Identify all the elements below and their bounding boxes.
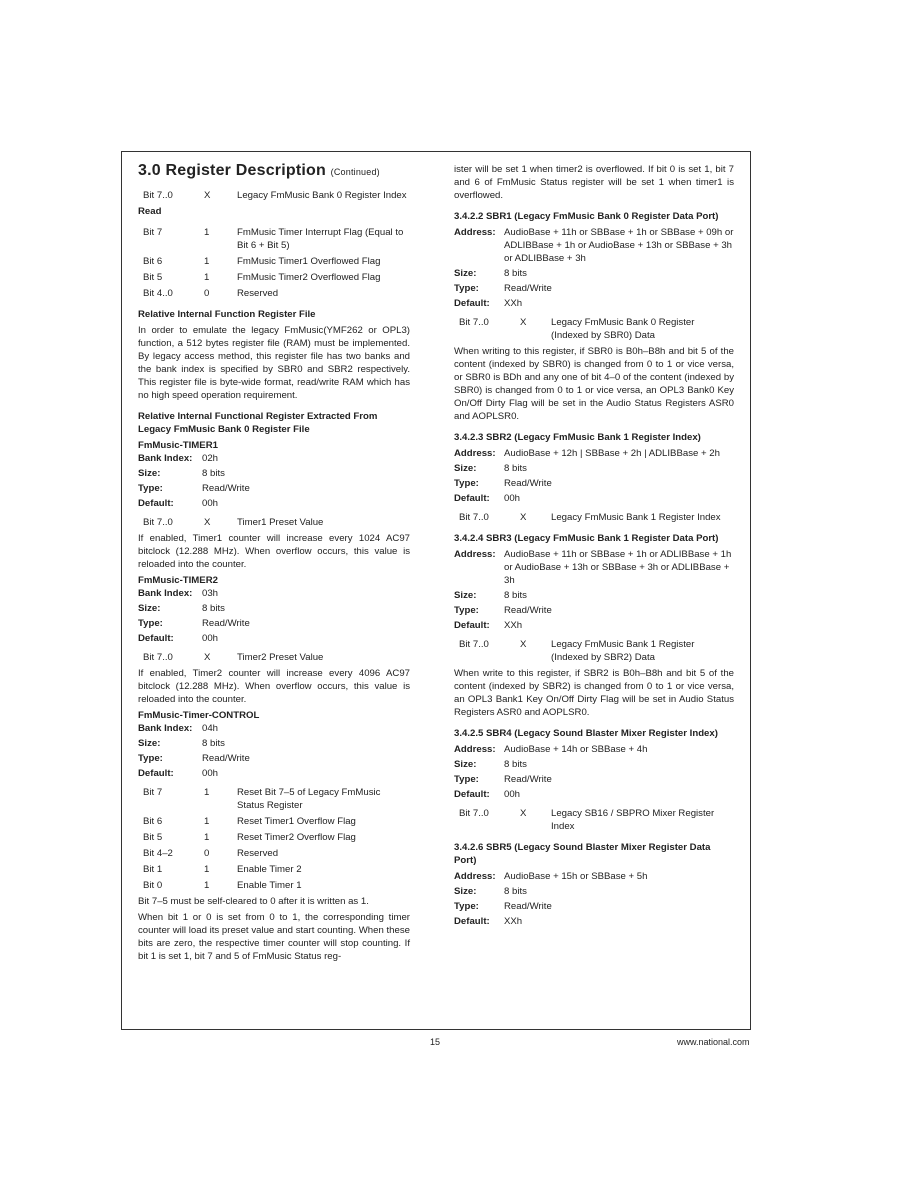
kv-size: Size: 8 bits xyxy=(138,738,225,749)
kv-type: Type: Read/Write xyxy=(454,478,552,489)
right-column xyxy=(454,163,734,930)
kv-address: Address: AudioBase + 12h | SBBase + 2h | ADLIBBase + 2h xyxy=(454,448,720,459)
timer1-name: FmMusic-TIMER1 xyxy=(138,440,218,451)
title-continued: (Continued) xyxy=(330,167,380,177)
section-title: 3.0 Register Description (Continued) xyxy=(138,162,380,179)
kv-default: Default: 00h xyxy=(138,768,219,779)
bit-row: Bit 7 1 Reset Bit 7–5 of Legacy FmMusic Status Register xyxy=(143,787,381,811)
kv-type: Type: Read/Write xyxy=(454,774,552,785)
timer2-paragraph: If enabled, Timer2 counter will increase every 4096 AC97 bitclock (12.288 MHz). When overflow occurs, this value is reloaded into the counter. xyxy=(138,668,410,705)
kv-address: Address: AudioBase + 15h or SBBase + 5h xyxy=(454,871,648,882)
kv-bank: Bank Index: 03h xyxy=(138,588,219,599)
bit-row: Bit 0 1 Enable Timer 1 xyxy=(143,880,302,891)
sbr4-heading: 3.4.2.5 SBR4 (Legacy Sound Blaster Mixer Register Index) xyxy=(454,728,718,739)
kv-type: Type: Read/Write xyxy=(138,618,250,629)
left-column xyxy=(138,162,410,966)
kv-type: Type: Read/Write xyxy=(454,283,552,294)
sbr1-paragraph: When writing to this register, if SBR0 is B0h–B8h and bit 5 of the content (indexed by SBR0) is changed from 0 to 1 or vice versa, or SBR0 is BDh and any one of bit 4–0 of the content (indexed by SBR0) is changed from 0 to 1 or vice versa, an OPL3 Bank0 Key On/Off Dirty Flag will be set in the Audio Status Registers ASR0 and AOPLSR0. xyxy=(454,346,734,422)
sbr3-heading: 3.4.2.4 SBR3 (Legacy FmMusic Bank 1 Register Data Port) xyxy=(454,533,719,544)
bit-row: Bit 7..0 X Legacy FmMusic Bank 1 Register (Indexed by SBR2) Data xyxy=(459,639,695,663)
kv-bank: Bank Index: 04h xyxy=(138,723,219,734)
rirf-paragraph: In order to emulate the legacy FmMusic(YMF262 or OPL3) function, a 512 bytes register file (RAM) must be implemented. By legacy access method, this register file has two banks and the bank index is specified by SBR0 and SBR2 respectively. This register file is byte-wide format, read/write RAM which has no high speed operation requirement. xyxy=(138,325,410,401)
kv-default: Default: 00h xyxy=(454,493,521,504)
footer-website: www.national.com xyxy=(677,1037,750,1047)
bit-row: Bit 4..0 0 Reserved xyxy=(143,288,279,299)
bit-row: Bit 7..0 X Legacy FmMusic Bank 0 Register Index xyxy=(143,190,407,201)
kv-type: Type: Read/Write xyxy=(138,753,250,764)
bit-row: Bit 7..0 X Legacy FmMusic Bank 0 Register (Indexed by SBR0) Data xyxy=(459,317,695,341)
kv-type: Type: Read/Write xyxy=(454,901,552,912)
kv-size: Size: 8 bits xyxy=(454,886,527,897)
sbr3-paragraph: When write to this register, if SBR2 is B0h–B8h and bit 5 of the content (indexed by SBR2) is changed from 0 to 1 or vice versa, an OPL3 Bank1 Key On/Off Dirty Flag will be set in Audio Status Registers ASR0 and AOPLSR0. xyxy=(454,668,734,718)
kv-default: Default: XXh xyxy=(454,298,523,309)
bit-row: Bit 7 1 FmMusic Timer Interrupt Flag (Equal to Bit 6 + Bit 5) xyxy=(143,227,404,251)
kv-type: Type: Read/Write xyxy=(454,605,552,616)
kv-size: Size: 8 bits xyxy=(454,759,527,770)
bit-row: Bit 6 1 FmMusic Timer1 Overflowed Flag xyxy=(143,256,381,267)
kv-type: Type: Read/Write xyxy=(138,483,250,494)
kv-address: Address: AudioBase + 11h or SBBase + 1h or ADLIBBase + 1h or AudioBase + 13h or SBBase + 3h or ADLIBBase + 3h xyxy=(454,549,732,586)
kv-size: Size: 8 bits xyxy=(138,603,225,614)
kv-bank: Bank Index: 02h xyxy=(138,453,219,464)
kv-default: Default: 00h xyxy=(138,498,219,509)
bit-row: Bit 7..0 X Timer2 Preset Value xyxy=(143,652,324,663)
bit-row: Bit 7..0 X Legacy FmMusic Bank 1 Register Index xyxy=(459,512,721,523)
kv-size: Size: 8 bits xyxy=(138,468,225,479)
page-number: 15 xyxy=(430,1037,441,1047)
bit-row: Bit 5 1 Reset Timer2 Overflow Flag xyxy=(143,832,356,843)
sbr1-heading: 3.4.2.2 SBR1 (Legacy FmMusic Bank 0 Register Data Port) xyxy=(454,211,719,222)
rifr-heading: Relative Internal Functional Register Extracted From Legacy FmMusic Bank 0 Register File xyxy=(138,411,378,435)
kv-default: Default: 00h xyxy=(138,633,219,644)
bit-row: Bit 7..0 X Timer1 Preset Value xyxy=(143,517,324,528)
timer2-name: FmMusic-TIMER2 xyxy=(138,575,218,586)
kv-default: Default: XXh xyxy=(454,620,523,631)
intro-paragraph: ister will be set 1 when timer2 is overflowed. If bit 0 is set 1, bit 7 and 6 of FmMusic Status register will be set 1 when timer1 is overflowed. xyxy=(454,164,734,201)
kv-size: Size: 8 bits xyxy=(454,463,527,474)
timer1-paragraph: If enabled, Timer1 counter will increase every 1024 AC97 bitclock (12.288 MHz). When overflow occurs, this value is reloaded into the counter. xyxy=(138,533,410,570)
bit-row: Bit 1 1 Enable Timer 2 xyxy=(143,864,302,875)
kv-default: Default: 00h xyxy=(454,789,521,800)
bit-row: Bit 7..0 X Legacy SB16 / SBPRO Mixer Register Index xyxy=(459,808,715,832)
kv-size: Size: 8 bits xyxy=(454,268,527,279)
kv-default: Default: XXh xyxy=(454,916,523,927)
bit-row: Bit 6 1 Reset Timer1 Overflow Flag xyxy=(143,816,356,827)
control-note-2: When bit 1 or 0 is set from 0 to 1, the corresponding timer counter will load its preset value and start counting. When these bits are zero, the respective timer counter will stop counting. If bit 1 is set 1, bit 7 and 5 of FmMusic Status reg- xyxy=(138,912,410,962)
sbr2-heading: 3.4.2.3 SBR2 (Legacy FmMusic Bank 1 Register Index) xyxy=(454,432,701,443)
read-label: Read xyxy=(138,206,162,217)
bit-row: Bit 4–2 0 Reserved xyxy=(143,848,279,859)
kv-size: Size: 8 bits xyxy=(454,590,527,601)
bit-row: Bit 5 1 FmMusic Timer2 Overflowed Flag xyxy=(143,272,381,283)
kv-address: Address: AudioBase + 11h or SBBase + 1h or SBBase + 09h or ADLIBBase + 1h or AudioBase + 13h or SBBase + 3h or ADLIBBase + 3h xyxy=(454,227,734,264)
control-note-1: Bit 7–5 must be self-cleared to 0 after it is written as 1. xyxy=(138,896,369,907)
rirf-heading: Relative Internal Function Register File xyxy=(138,309,316,320)
kv-address: Address: AudioBase + 14h or SBBase + 4h xyxy=(454,744,648,755)
control-name: FmMusic-Timer-CONTROL xyxy=(138,710,260,721)
sbr5-heading: 3.4.2.6 SBR5 (Legacy Sound Blaster Mixer Register Data Port) xyxy=(454,842,711,866)
